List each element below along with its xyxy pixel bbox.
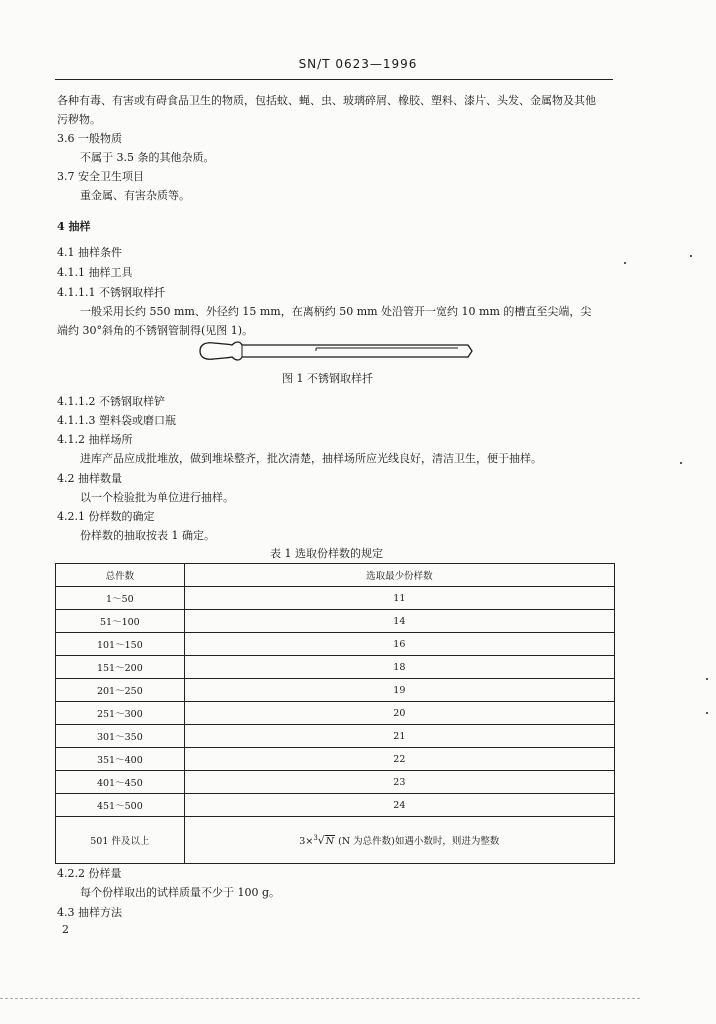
table-cell: 11 <box>184 587 614 610</box>
table-cell: 14 <box>184 610 614 633</box>
table-cell: 401～450 <box>56 771 185 794</box>
table-cell: 251～300 <box>56 702 185 725</box>
intro-line-1: 各种有毒、有害或有碍食品卫生的物质，包括蚊、蝇、虫、玻璃碎屑、橡胶、塑料、漆片、头发、金属物及其他 <box>57 94 596 107</box>
table-cell: 101～150 <box>56 633 185 656</box>
section-4-1-heading: 4.1 抽样条件 <box>57 246 122 259</box>
section-4-2-1-text: 份样数的抽取按表 1 确定。 <box>80 529 215 542</box>
table-row <box>56 656 615 679</box>
table-cell: 451～500 <box>56 794 185 817</box>
section-3-6-text: 不属于 3.5 条的其他杂质。 <box>80 151 215 164</box>
table-cell-formula: 3×$^3$√N (N 为总件数)如遇小数时，则进为整数 <box>184 817 614 864</box>
section-4-1-2-text: 进库产品应成批堆放，做到堆垛整齐，批次清楚，抽样场所应光线良好，清洁卫生，便于抽样。 <box>80 452 542 465</box>
scan-artifact-line <box>0 998 640 999</box>
table-cell: 22 <box>184 748 614 771</box>
section-4-1-1-2-heading: 4.1.1.2 不锈钢取样铲 <box>57 395 165 408</box>
section-4-1-2-heading: 4.1.2 抽样场所 <box>57 433 133 446</box>
table-cell: 51～100 <box>56 610 185 633</box>
scan-speck <box>706 712 708 714</box>
section-4-1-1-heading: 4.1.1 抽样工具 <box>57 266 133 279</box>
section-3-7-text: 重金属、有害杂质等。 <box>80 189 190 202</box>
scan-speck <box>706 678 708 680</box>
section-4-3-heading: 4.3 抽样方法 <box>57 906 122 919</box>
table-row <box>56 817 615 864</box>
table-cell: 24 <box>184 794 614 817</box>
table-row <box>56 633 615 656</box>
section-4-1-1-1-text-1: 一般采用长约 550 mm、外径约 15 mm，在离柄约 50 mm 处沿管开一宽约 10 mm 的槽直至尖端，尖 <box>80 305 592 318</box>
sampling-probe-figure <box>196 338 476 364</box>
table-cell: 151～200 <box>56 656 185 679</box>
table-cell: 16 <box>184 633 614 656</box>
section-4-1-1-3-heading: 4.1.1.3 塑料袋或磨口瓶 <box>57 414 176 427</box>
table-cell: 1～50 <box>56 587 185 610</box>
section-3-6-heading: 3.6 一般物质 <box>57 132 122 145</box>
section-4-2-2-text: 每个份样取出的试样质量不少于 100 g。 <box>80 886 281 899</box>
table-row <box>56 587 615 610</box>
root-index: 3 <box>313 833 318 842</box>
page-number: 2 <box>62 923 69 936</box>
section-4-2-heading: 4.2 抽样数量 <box>57 472 122 485</box>
table-row <box>56 794 615 817</box>
table-cell: 351～400 <box>56 748 185 771</box>
table-cell: 301～350 <box>56 725 185 748</box>
table-header-row <box>56 564 615 587</box>
table-1-caption: 表 1 选取份样数的规定 <box>270 547 383 560</box>
scan-speck <box>690 255 692 257</box>
root-radicand: N <box>325 836 335 847</box>
table-row <box>56 725 615 748</box>
header-rule <box>55 79 613 80</box>
table-row <box>56 679 615 702</box>
table-cell: 201～250 <box>56 679 185 702</box>
formula-prefix: 3× <box>299 836 314 847</box>
section-4-2-1-heading: 4.2.1 份样数的确定 <box>57 510 155 523</box>
intro-line-2: 污秽物。 <box>57 113 101 126</box>
figure-1-caption: 图 1 不锈钢取样扦 <box>282 372 373 385</box>
table-header-cell: 选取最少份样数 <box>184 564 614 587</box>
table-row <box>56 748 615 771</box>
scan-speck <box>680 462 682 464</box>
table-cell: 21 <box>184 725 614 748</box>
table-cell: 18 <box>184 656 614 679</box>
section-4-2-2-heading: 4.2.2 份样量 <box>57 867 122 880</box>
scan-speck <box>624 262 626 264</box>
table-cell: 501 件及以上 <box>56 817 185 864</box>
section-4-1-1-1-text-2: 端约 30°斜角的不锈钢管制得(见图 1)。 <box>57 324 254 337</box>
sample-count-table <box>55 563 615 864</box>
table-cell: 23 <box>184 771 614 794</box>
table-row <box>56 610 615 633</box>
section-3-7-heading: 3.7 安全卫生项目 <box>57 170 144 183</box>
section-4-2-text: 以一个检验批为单位进行抽样。 <box>80 491 234 504</box>
table-cell: 20 <box>184 702 614 725</box>
document-header: SN/T 0623—1996 <box>298 57 418 71</box>
table-row <box>56 771 615 794</box>
formula-suffix: (N 为总件数)如遇小数时，则进为整数 <box>338 836 500 847</box>
section-4-heading: 4 抽样 <box>57 220 91 233</box>
section-4-1-1-1-heading: 4.1.1.1 不锈钢取样扦 <box>57 286 165 299</box>
table-row <box>56 702 615 725</box>
table-header-cell: 总件数 <box>56 564 185 587</box>
table-cell: 19 <box>184 679 614 702</box>
